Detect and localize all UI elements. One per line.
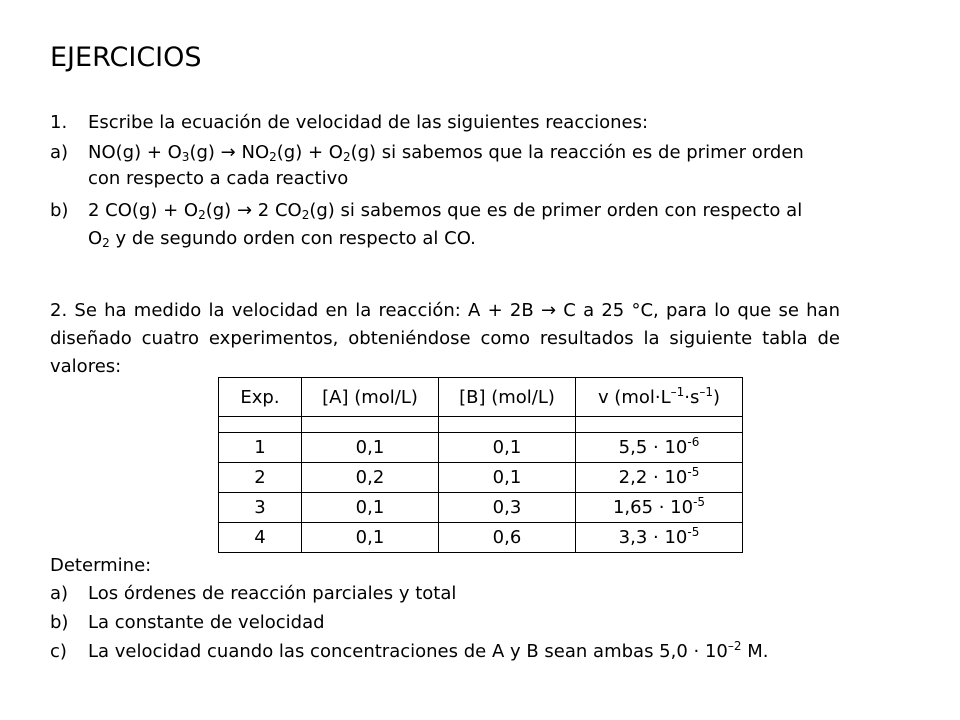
exercise-1a-text-line2: con respecto a cada reactivo xyxy=(88,168,349,189)
header-exp: Exp. xyxy=(219,378,302,417)
determine-label: Determine: xyxy=(50,555,152,576)
cell-velocity: $5,5 \cdot 10^{-6}$ xyxy=(576,433,743,463)
cell-velocity: $3,3 \cdot 10^{-5}$ xyxy=(576,523,743,553)
arrow-icon: → xyxy=(220,142,236,163)
exercise-1b-text: 2 $CO(g) + O_2(g) \to 2$ $CO_2(g)$ si sabemos que es de primer orden con respecto al xyxy=(88,200,803,222)
cell-exp: 4 xyxy=(219,523,302,553)
cell-conc-b: 0,1 xyxy=(439,433,576,463)
exercise-2-text: 2. Se ha medido la velocidad en la reacción: A + 2B → C a 25 °C, para lo que se han diseñado cuatro experimentos, obteniéndose como resultados la siguiente tabla de valores: xyxy=(50,300,840,377)
question-a-marker: a) xyxy=(50,583,69,604)
arrow-icon: → xyxy=(236,200,253,221)
exercise-1-number: 1. xyxy=(50,112,68,133)
table-spacer-row xyxy=(219,417,743,433)
cell-conc-b: 0,3 xyxy=(439,493,576,523)
cell-conc-a: 0,2 xyxy=(302,463,439,493)
exercise-1b-marker: b) xyxy=(50,200,69,221)
question-b-text: La constante de velocidad xyxy=(88,612,325,633)
header-velocity: v $(mol\cdot L^{-1}\cdot s^{-1})$ xyxy=(576,378,743,417)
cell-exp: 2 xyxy=(219,463,302,493)
cell-conc-b: 0,6 xyxy=(439,523,576,553)
question-a-text: Los órdenes de reacción parciales y total xyxy=(88,583,457,604)
exercise-1-prompt: Escribe la ecuación de velocidad de las siguientes reacciones: xyxy=(88,112,649,133)
question-c-text: La velocidad cuando las concentraciones de A y B sean ambas $5,0 \cdot 10^{-2}$ M. xyxy=(88,639,769,662)
question-b-marker: b) xyxy=(50,612,69,633)
table-row xyxy=(219,523,743,553)
table-row xyxy=(219,493,743,523)
page-title: EJERCICIOS xyxy=(50,42,202,73)
cell-velocity: $1,65 \cdot 10^{-5}$ xyxy=(576,493,743,523)
arrow-icon: → xyxy=(540,300,557,321)
table-row xyxy=(219,433,743,463)
table-header-row xyxy=(219,378,743,417)
cell-conc-b: 0,1 xyxy=(439,463,576,493)
cell-velocity: $2,2 \cdot 10^{-5}$ xyxy=(576,463,743,493)
cell-exp: 3 xyxy=(219,493,302,523)
header-conc-b: [B] (mol/L) xyxy=(439,378,576,417)
exercise-1a-marker: a) xyxy=(50,142,69,163)
cell-conc-a: 0,1 xyxy=(302,433,439,463)
exercise-1a-text: $NO(g) + O_3(g) \to NO_2(g) + O_2(g)$ si sabemos que la reacción es de primer orden xyxy=(88,142,804,164)
data-table xyxy=(218,377,743,553)
cell-conc-a: 0,1 xyxy=(302,493,439,523)
header-conc-a: [A] (mol/L) xyxy=(302,378,439,417)
exercise-1b-text-line2: $O_2$ y de segundo orden con respecto al CO. xyxy=(88,228,476,250)
table-row xyxy=(219,463,743,493)
question-c-marker: c) xyxy=(50,641,67,662)
cell-conc-a: 0,1 xyxy=(302,523,439,553)
cell-exp: 1 xyxy=(219,433,302,463)
